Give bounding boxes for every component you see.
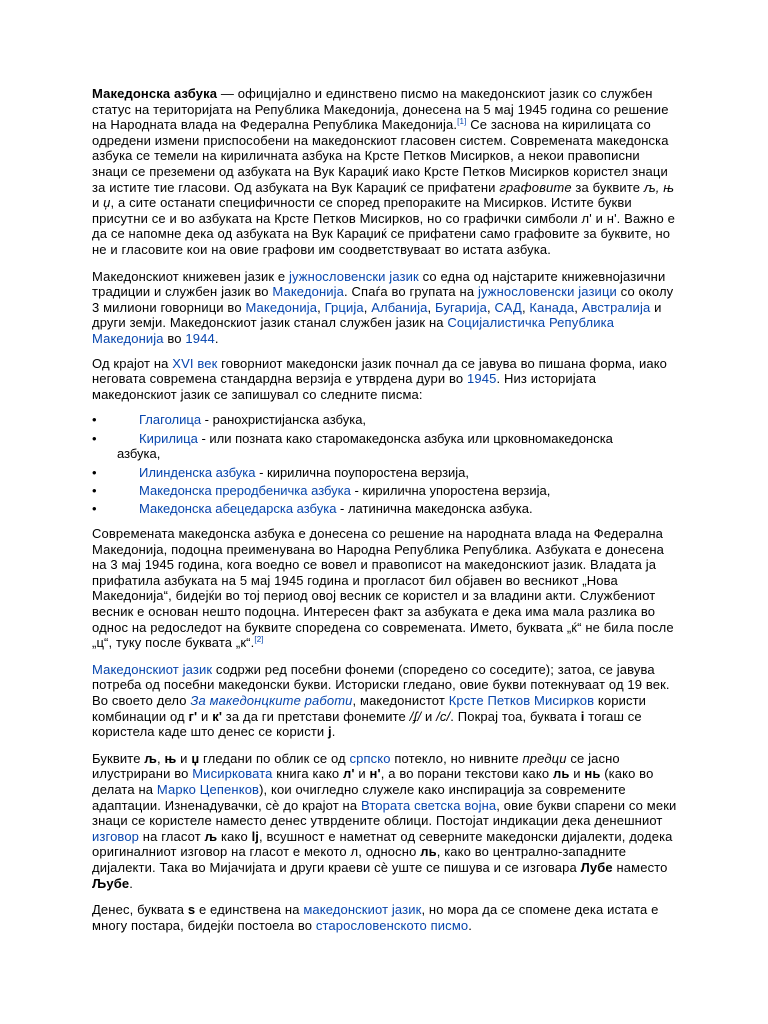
- language-paragraph: Македонскиот книжевен јазик е јужнословенски јазик со една од најстарите книжевнојазични традиции и службен јазик во Македонија. Спаѓа во групата на јужнословенски јазици со околу 3 милиони говорници во Македонија, Грција, Албанија, Бугарија, САД, Канада, Австралија и други земји. Македонскиот јазик станал службен јазик на Социјалистичка Република Македонија во 1944.: [92, 268, 674, 346]
- list-item: • Македонска абецедарска азбука - латинична македонска азбука.: [92, 501, 533, 517]
- bullet-icon: •: [92, 501, 97, 517]
- bullet-icon: •: [92, 483, 97, 499]
- reference-link-1[interactable]: [1]: [457, 117, 467, 127]
- link-macedonian-language-2[interactable]: македонскиот јазик: [303, 902, 422, 918]
- link-greece[interactable]: Грција: [324, 299, 364, 315]
- list-item: • Глаголица - ранохристијанска азбука,: [92, 412, 367, 428]
- link-bulgaria[interactable]: Бугарија: [434, 299, 488, 315]
- link-1945[interactable]: 1945: [467, 371, 497, 387]
- link-macedonia-2[interactable]: Македонија: [245, 299, 318, 315]
- vuk-karadzic-term-2: Вук Караџиќ: [311, 226, 387, 242]
- scripts-list: [92, 412, 678, 517]
- vuk-karadzic-term: Вук Караџиќ: [313, 163, 389, 179]
- link-pronunciation[interactable]: изговор: [92, 828, 140, 844]
- link-za-makedonckite-raboti[interactable]: За македонцките работи: [190, 692, 353, 708]
- adoption-paragraph: Современата македонска азбука е донесена со решение на народната влада на Федерална Македонија, подоцна преименувана во Народна Република Република. Азбуката е донесена на 3 мај 1945 година, кога воедно се вовел и правописот на македонскиот јазик. Владата ја прифатила азбуката на 5 мај 1945 година и прогласот бил објавен во весникот „Нова Македонија“, бидејќи во тој период овој весник се користел и за владини акти. Службениот весник е основан нешто подоцна. Интересен факт за азбуката е дека има мала разлика во однос на редоследот на буквите споредена со современата. Името, буквата „ќ“ не била после „ц“, туку после буквата „к“.[2]: [92, 526, 674, 651]
- link-1944[interactable]: 1944: [185, 330, 215, 346]
- list-item: • Македонска преродбеничка азбука - кирилична упоростена верзија,: [92, 483, 551, 499]
- link-south-slavic-languages[interactable]: јужнословенски јазици: [477, 284, 617, 300]
- list-item: • Илинденска азбука - кирилична поупоростена верзија,: [92, 464, 470, 480]
- link-canada[interactable]: Канада: [529, 299, 575, 315]
- macedonian-language-term: македонскиот јазик: [460, 86, 579, 101]
- link-serbian[interactable]: српско: [349, 750, 391, 766]
- article-body: [92, 86, 678, 933]
- bullet-icon: •: [92, 412, 97, 428]
- link-cyrillic[interactable]: Кирилица: [139, 430, 198, 446]
- article-title-term: Македонска азбука: [92, 86, 218, 101]
- phonetic-system-term: македонскиот гласовен систем: [311, 132, 503, 148]
- link-ilinden-alphabet[interactable]: Илинденска азбука: [139, 464, 256, 480]
- link-abecedar-alphabet[interactable]: Македонска абецедарска азбука: [139, 501, 337, 517]
- list-item: • Кирилица - или позната како старомакедонска азбука или црковномакедонска азбука,: [92, 430, 613, 462]
- dze-paragraph: Денес, буквата ѕ е единствена на македонскиот јазик, но мора да се спомене дека истата е многу постара, бидејќи постоела во старословенското писмо.: [92, 902, 659, 933]
- link-usa[interactable]: САД: [494, 299, 522, 315]
- link-old-slavonic-script[interactable]: старословенското писмо: [315, 917, 469, 933]
- letters-paragraph: Буквите љ, њ и џ гледани по облик се од српско потекло, но нивните предци се јасно илустрирани во Мисирковата книга како л' и н', а во порани текстови како ль и нь (како во делата на Марко Цепенков), кои очигледно служеле како инспирација за современите адаптации. Изненадувачки, сѐ до крајот на Втората светска војна, овие букви спарени со меки знаци се користеле наместо денес утврдените облици. Постојат индикации дека денешниот изговор на гласот љ како lj, всушност е наметнат од северните македонски дијалекти, додека оригиналниот изговор на гласот е мекото л, односно ль, како во централно-западните дијалекти. Така во Мијачијата и други краеви сѐ уште се пишува и се изговара Лубе наместо Љубе.: [92, 750, 677, 891]
- link-glagolitic[interactable]: Глаголица: [139, 412, 202, 428]
- link-16th-century[interactable]: XVI век: [172, 355, 218, 371]
- link-marko-cepenkov[interactable]: Марко Цепенков: [156, 781, 260, 797]
- link-australia[interactable]: Австралија: [581, 299, 651, 315]
- link-macedonia[interactable]: Македонија: [272, 284, 345, 300]
- link-revival-alphabet[interactable]: Македонска преродбеничка азбука: [139, 483, 351, 499]
- link-krste-misirkov[interactable]: Крсте Петков Мисирков: [448, 692, 595, 708]
- link-socialist-republic[interactable]: Социјалистичка Република Македонија: [92, 315, 615, 346]
- link-world-war-2[interactable]: Втората светска војна: [360, 797, 497, 813]
- link-south-slavic-language[interactable]: јужнословенски јазик: [289, 268, 419, 284]
- republic-macedonia-term: Република Македонија: [254, 101, 396, 117]
- intro-paragraph: Македонска азбука — официјално и единствено писмо на македонскиот јазик со службен статус на територијата на Република Македонија, донесена на 5 мај 1945 година со решение на Народната влада на Федерална Република Македонија.[1] Се заснова на кирилицата со одредени измени приспособени на македонскиот гласовен систем. Современата македонска азбука се темели на кириличната азбука на Крсте Петков Мисирков, а некои правописни знаци се преземени од азбуката на Вук Караџиќ иако Крсте Петков Мисирков користел знаци за истите тие гласови. Од азбуката на Вук Караџиќ се прифатени графовите за буквите љ, њ и џ, а сите останати специфичности се според препораките на Мисирков. Истите букви присутни се и во азбуката на Крсте Петков Мисирков, но со графички симболи л' и н'. Важно е да се напомне дека од азбуката на Вук Караџиќ се прифатени само графовите за буквите, но не и гласовите кои на овие графови им соодветствуваат во истата азбука.: [92, 86, 675, 257]
- bullet-icon: •: [92, 430, 97, 446]
- link-misirkov-book[interactable]: Мисирковата: [192, 766, 273, 782]
- bullet-icon: •: [92, 464, 97, 480]
- misirkov-term: Мисирков: [483, 195, 544, 211]
- reference-link-2[interactable]: [2]: [254, 635, 264, 645]
- cyrillic-term: кирилицата: [561, 117, 633, 133]
- link-albania[interactable]: Албанија: [371, 299, 428, 315]
- history-paragraph: Од крајот на XVI век говорниот македонски јазик почнал да се јавува во пишана форма, иако неговата современа стандардна верзија е утврдена дури во 1945. Низ историјата македонскиот јазик се запишувал со следните писма:: [92, 355, 668, 402]
- phonemes-paragraph: Македонскиот јазик содржи ред посебни фонеми (споредено со соседите); затоа, се јавува потреба од посебни македонски букви. Историски гледано, овие букви потекнуваат од 19 век. Во своето дело За македонцките работи, македонистот Крсте Петков Мисирков користи комбинации од г' и к' за да ги претстави фонемите /ʄ/ и /c/. Покрај тоа, буквата i тогаш се користела каде што денес се користи j.: [92, 661, 670, 740]
- link-macedonian-language[interactable]: Македонскиот јазик: [92, 661, 213, 677]
